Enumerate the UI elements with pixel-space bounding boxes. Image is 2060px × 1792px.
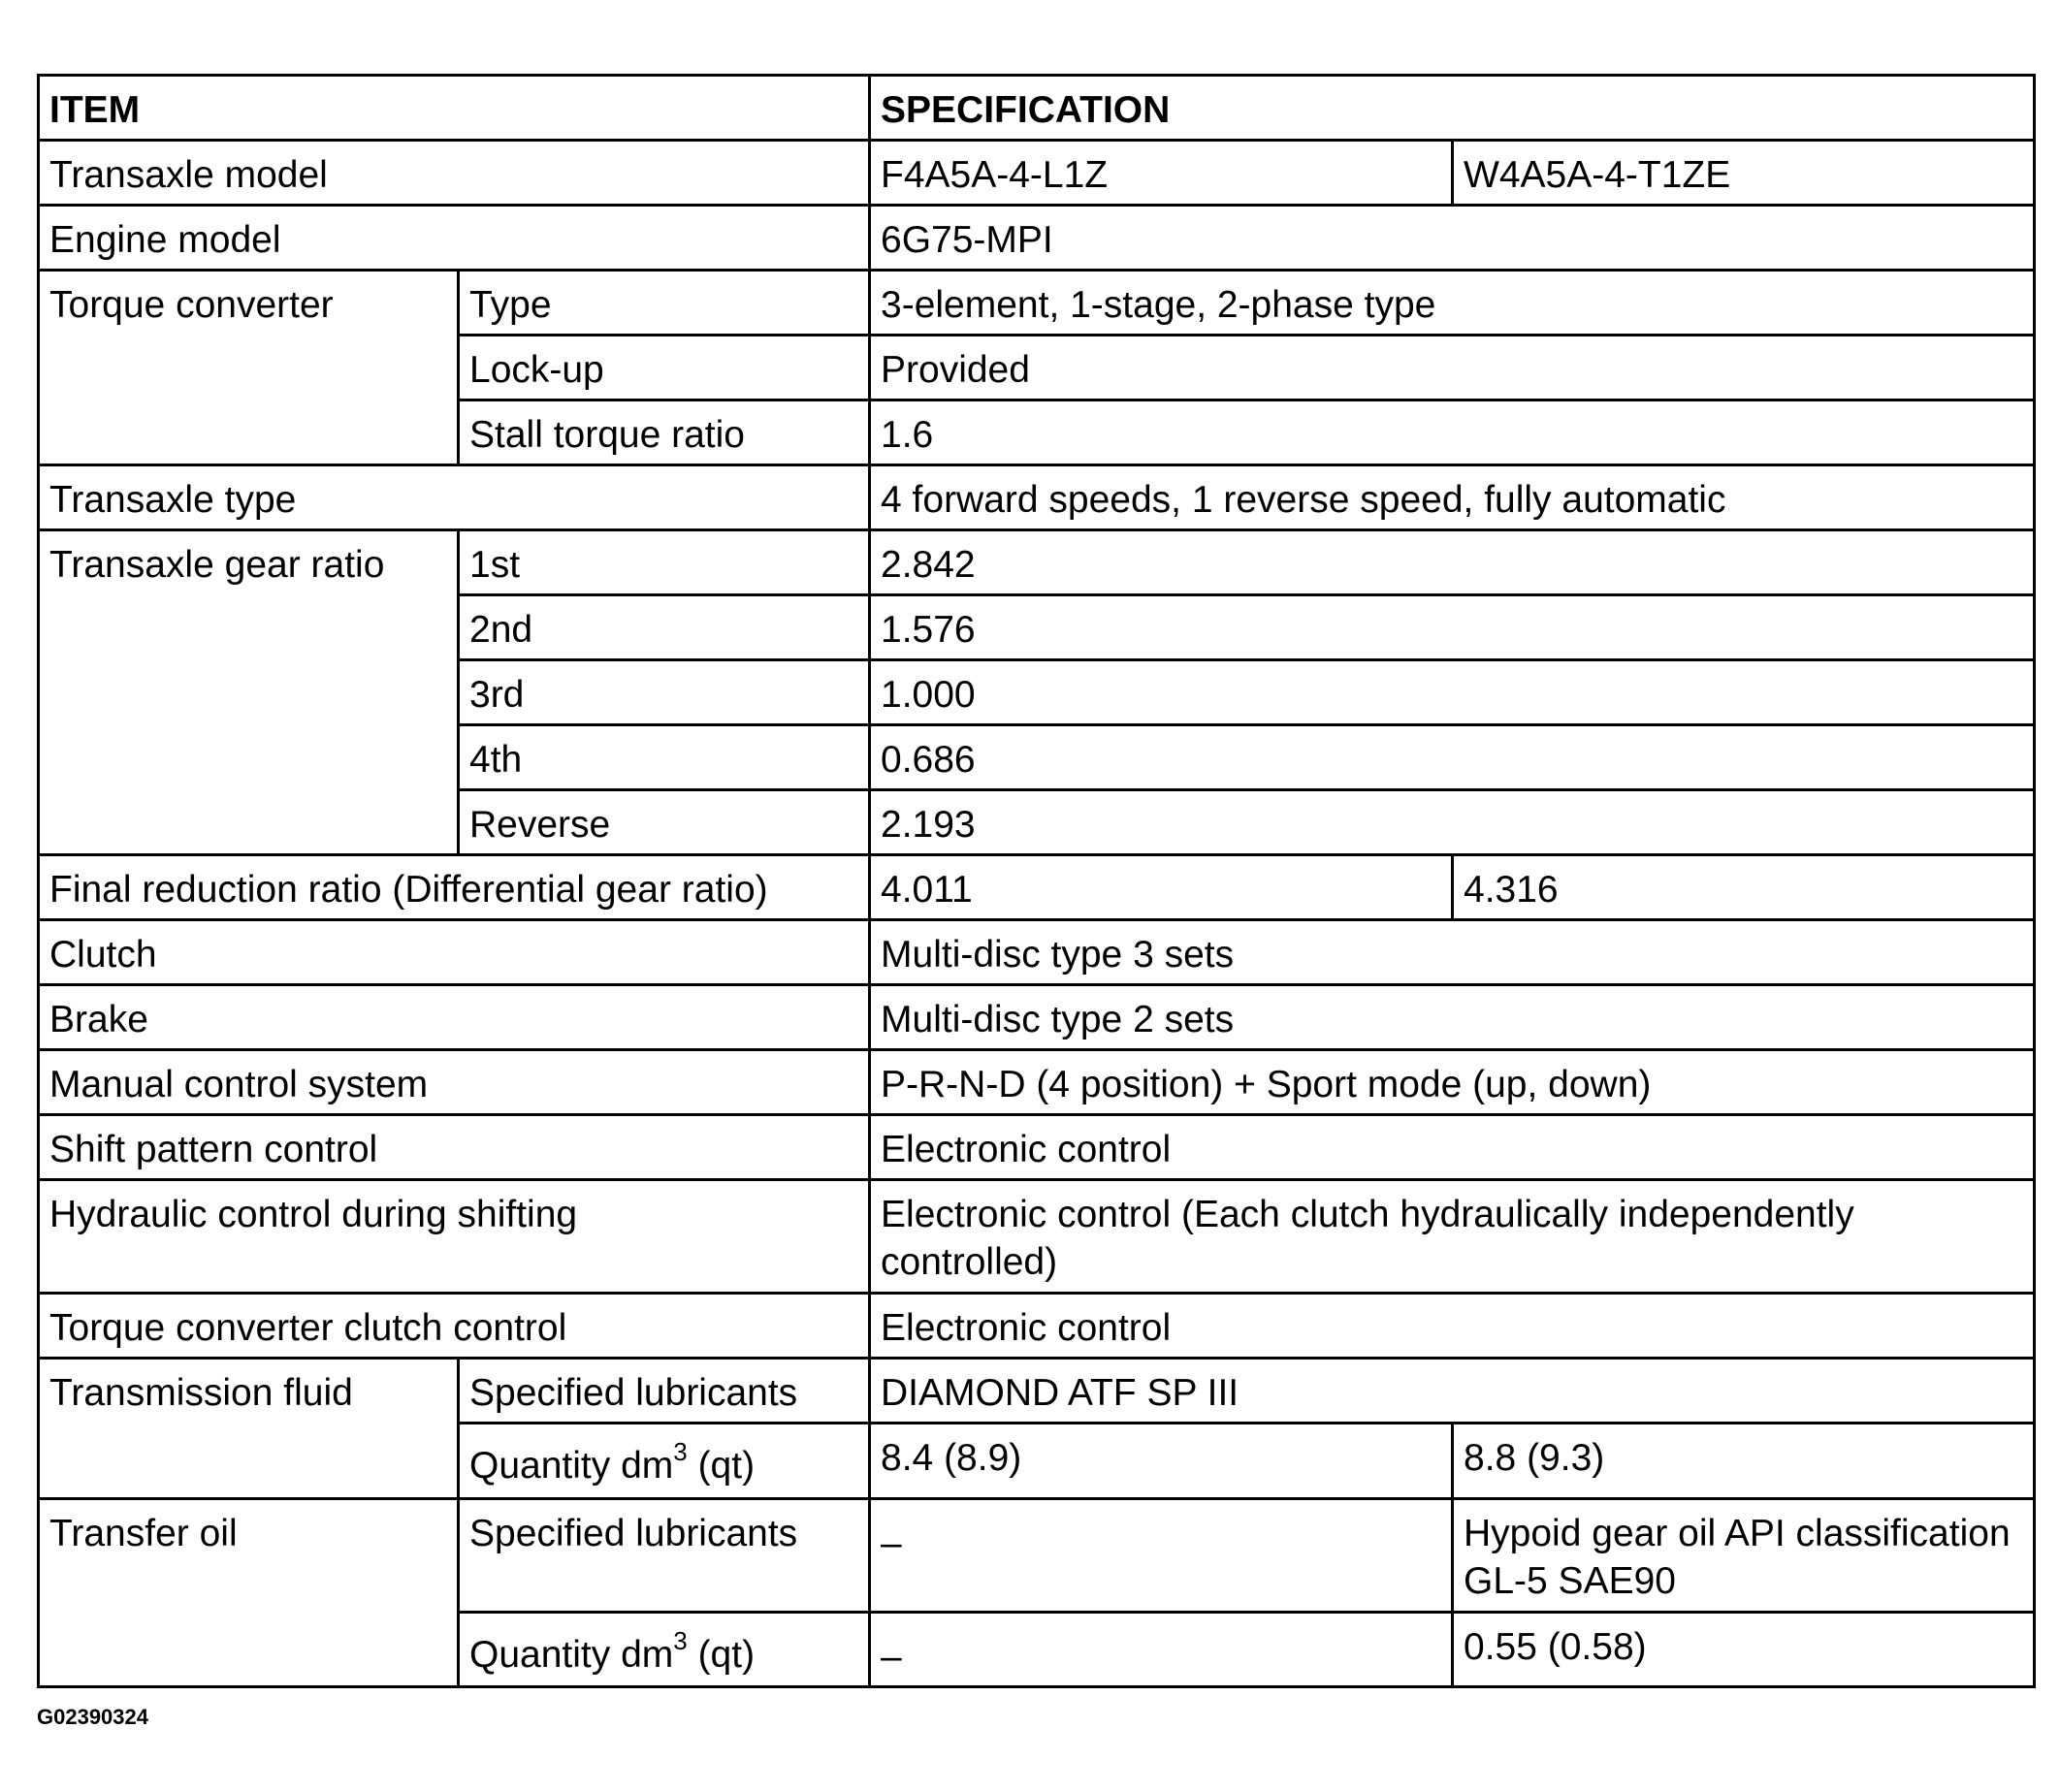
row-label: Torque converter clutch control xyxy=(39,1294,870,1359)
row-value: Hypoid gear oil API classification GL-5 SAE90 xyxy=(1453,1499,2035,1613)
row-label: Final reduction ratio (Differential gear ratio) xyxy=(39,855,870,920)
row-value: DIAMOND ATF SP III xyxy=(870,1359,2035,1424)
table-row xyxy=(39,1294,2035,1359)
table-row xyxy=(39,206,2035,271)
row-sublabel: Lock-up xyxy=(459,336,870,400)
row-value: 1.6 xyxy=(870,400,2035,465)
row-label: Hydraulic control during shifting xyxy=(39,1180,870,1294)
row-label: Shift pattern control xyxy=(39,1115,870,1180)
row-value: 0.686 xyxy=(870,725,2035,790)
table-row xyxy=(39,141,2035,206)
row-sublabel: Stall torque ratio xyxy=(459,400,870,465)
row-value: P-R-N-D (4 position) + Sport mode (up, down) xyxy=(870,1050,2035,1115)
table-row xyxy=(39,1359,2035,1424)
row-value: 8.8 (9.3) xyxy=(1453,1424,2035,1499)
row-value: 0.55 (0.58) xyxy=(1453,1613,2035,1687)
row-value: 1.000 xyxy=(870,660,2035,725)
row-value: 6G75-MPI xyxy=(870,206,2035,271)
row-sublabel: 3rd xyxy=(459,660,870,725)
table-row xyxy=(39,855,2035,920)
dash-value: – xyxy=(881,1522,902,1564)
quantity-superscript: 3 xyxy=(673,1437,688,1466)
row-label: Transaxle type xyxy=(39,465,870,530)
table-row xyxy=(39,271,2035,336)
row-value: Multi-disc type 3 sets xyxy=(870,920,2035,985)
group-label: Transaxle gear ratio xyxy=(39,530,459,855)
figure-id: G02390324 xyxy=(37,1705,148,1729)
row-value xyxy=(870,1613,1453,1687)
row-value: Electronic control xyxy=(870,1115,2035,1180)
row-value: 3-element, 1-stage, 2-phase type xyxy=(870,271,2035,336)
header-row xyxy=(39,76,2035,141)
row-value: 4 forward speeds, 1 reverse speed, fully automatic xyxy=(870,465,2035,530)
quantity-label: Quantity dm xyxy=(469,1634,674,1676)
row-value: W4A5A-4-T1ZE xyxy=(1453,141,2035,206)
row-sublabel: 1st xyxy=(459,530,870,595)
quantity-superscript: 3 xyxy=(673,1626,688,1655)
row-value: Electronic control xyxy=(870,1294,2035,1359)
quantity-unit: (qt) xyxy=(687,1634,756,1676)
row-sublabel xyxy=(459,1424,870,1499)
table-row xyxy=(39,465,2035,530)
row-value: 4.011 xyxy=(870,855,1453,920)
row-value: 2.193 xyxy=(870,790,2035,855)
dash-value: – xyxy=(881,1636,902,1678)
table-row xyxy=(39,1050,2035,1115)
row-sublabel: Specified lubricants xyxy=(459,1499,870,1613)
table-row xyxy=(39,985,2035,1050)
row-value xyxy=(870,1499,1453,1613)
table-row xyxy=(39,920,2035,985)
header-specification: SPECIFICATION xyxy=(870,76,2035,141)
table-row xyxy=(39,530,2035,595)
group-label: Torque converter xyxy=(39,271,459,465)
row-label: Manual control system xyxy=(39,1050,870,1115)
quantity-label: Quantity dm xyxy=(469,1445,674,1487)
table-row xyxy=(39,1180,2035,1294)
row-label: Engine model xyxy=(39,206,870,271)
row-value: Provided xyxy=(870,336,2035,400)
row-sublabel: 2nd xyxy=(459,595,870,660)
row-value: Electronic control (Each clutch hydraulically independently controlled) xyxy=(870,1180,2035,1294)
header-item: ITEM xyxy=(39,76,870,141)
group-label: Transmission fluid xyxy=(39,1359,459,1499)
row-label: Clutch xyxy=(39,920,870,985)
row-sublabel xyxy=(459,1613,870,1687)
row-sublabel: 4th xyxy=(459,725,870,790)
row-label: Transaxle model xyxy=(39,141,870,206)
row-value: 8.4 (8.9) xyxy=(870,1424,1453,1499)
row-sublabel: Specified lubricants xyxy=(459,1359,870,1424)
row-value: 2.842 xyxy=(870,530,2035,595)
row-value: 1.576 xyxy=(870,595,2035,660)
group-label: Transfer oil xyxy=(39,1499,459,1687)
row-sublabel: Reverse xyxy=(459,790,870,855)
specification-table xyxy=(37,74,2036,1688)
table-row xyxy=(39,1115,2035,1180)
row-value: 4.316 xyxy=(1453,855,2035,920)
quantity-unit: (qt) xyxy=(687,1445,756,1487)
row-sublabel: Type xyxy=(459,271,870,336)
row-value: Multi-disc type 2 sets xyxy=(870,985,2035,1050)
row-label: Brake xyxy=(39,985,870,1050)
row-value: F4A5A-4-L1Z xyxy=(870,141,1453,206)
table-row xyxy=(39,1499,2035,1613)
